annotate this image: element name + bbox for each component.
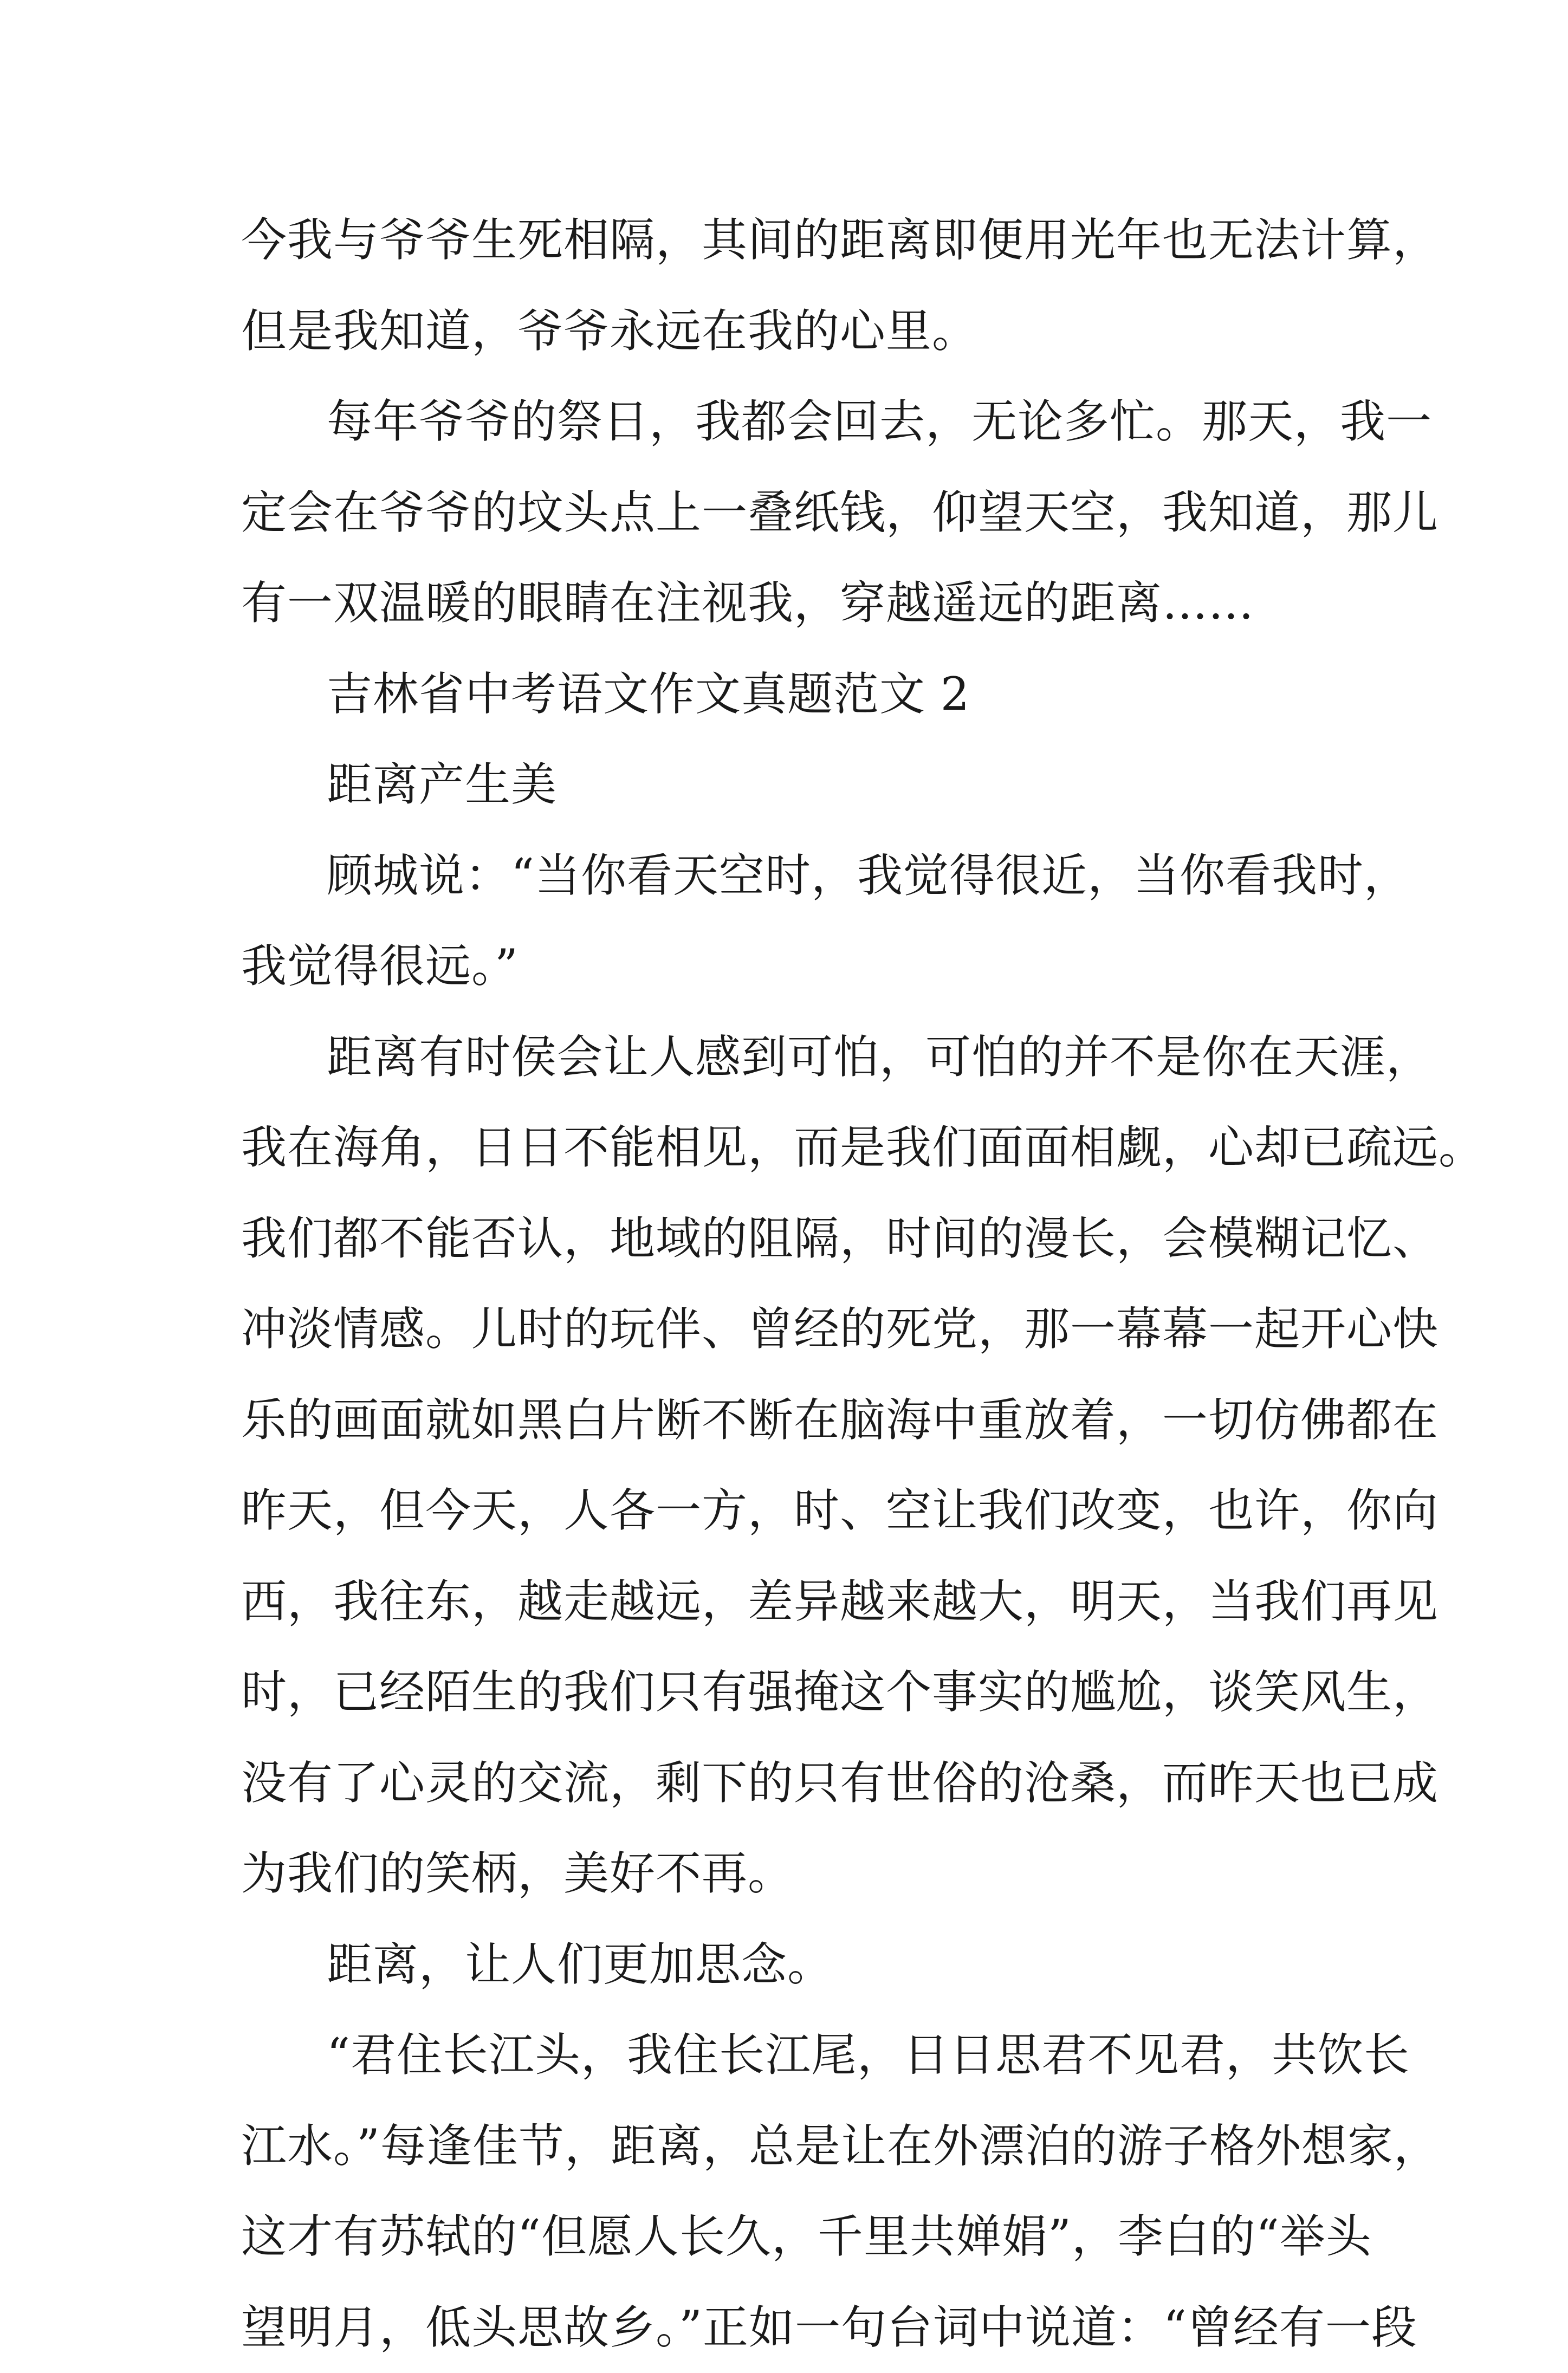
text-line: 没有了心灵的交流，剩下的只有世俗的沧桑，而昨天也已成 bbox=[241, 1738, 1363, 1829]
text-line: 这才有苏轼的“但愿人长久，千里共婵娟”，李白的“举头 bbox=[241, 2192, 1363, 2283]
text-line: 距离有时侯会让人感到可怕，可怕的并不是你在天涯， bbox=[241, 1012, 1363, 1103]
text-line: 距离，让人们更加思念。 bbox=[241, 1920, 1363, 2011]
text-line: 西，我往东，越走越远，差异越来越大，明天，当我们再见 bbox=[241, 1557, 1363, 1648]
text-line: 乐的画面就如黑白片断不断在脑海中重放着，一切仿佛都在 bbox=[241, 1375, 1363, 1466]
text-line: 我觉得很远。” bbox=[241, 921, 1363, 1012]
text-line: 昨天，但今天，人各一方，时、空让我们改变，也许，你向 bbox=[241, 1466, 1363, 1557]
text-line: 每年爷爷的祭日，我都会回去，无论多忙。那天，我一 bbox=[241, 377, 1363, 468]
section-title: 吉林省中考语文作文真题范文 2 bbox=[241, 649, 1363, 740]
text-line: 时，已经陌生的我们只有强掩这个事实的尴尬，谈笑风生， bbox=[241, 1647, 1363, 1738]
text-line: 定会在爷爷的坟头点上一叠纸钱，仰望天空，我知道，那儿 bbox=[241, 468, 1363, 559]
text-line: 我在海角，日日不能相见，而是我们面面相觑，心却已疏远。 bbox=[241, 1103, 1363, 1194]
text-line: “君住长江头，我住长江尾，日日思君不见君，共饮长 bbox=[241, 2010, 1363, 2101]
text-line: 我们都不能否认，地域的阻隔，时间的漫长，会模糊记忆、 bbox=[241, 1194, 1363, 1285]
text-line: 但是我知道，爷爷永远在我的心里。 bbox=[241, 286, 1363, 377]
text-line: 江水。”每逢佳节，距离，总是让在外漂泊的游子格外想家， bbox=[241, 2101, 1363, 2192]
text-line: 冲淡情感。儿时的玩伴、曾经的死党，那一幕幕一起开心快 bbox=[241, 1284, 1363, 1375]
text-line: 顾城说：“当你看天空时，我觉得很近，当你看我时， bbox=[241, 831, 1363, 922]
text-line: 今我与爷爷生死相隔，其间的距离即便用光年也无法计算， bbox=[241, 195, 1363, 286]
text-line: 为我们的笑柄，美好不再。 bbox=[241, 1829, 1363, 1920]
essay-title: 距离产生美 bbox=[241, 740, 1363, 831]
text-line: 望明月，低头思故乡。”正如一句台词中说道：“曾经有一段 bbox=[241, 2283, 1363, 2373]
text-line: 有一双温暖的眼睛在注视我，穿越遥远的距离…… bbox=[241, 558, 1363, 649]
document-body bbox=[241, 195, 1363, 2373]
